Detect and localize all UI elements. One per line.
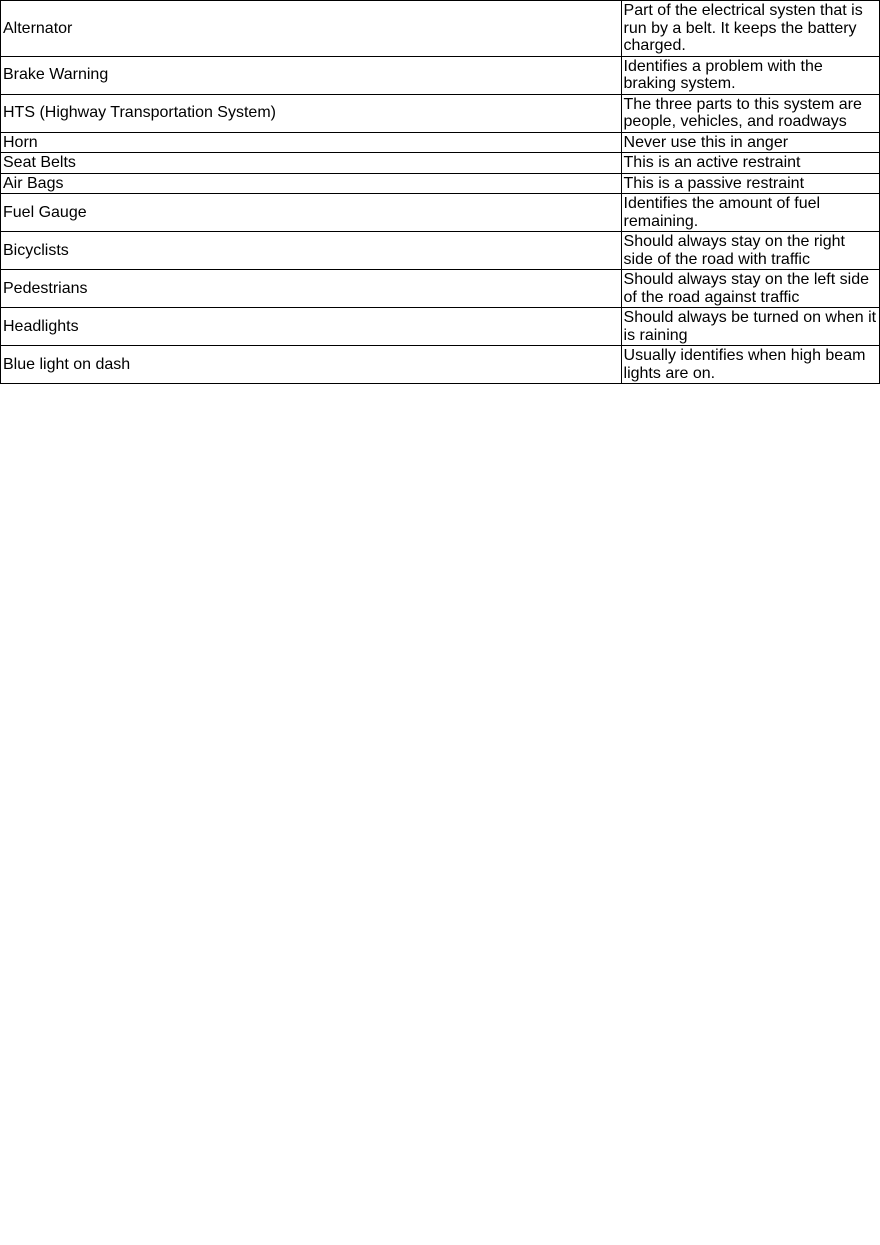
definition-cell: Identifies the amount of fuel remaining.	[621, 194, 879, 232]
definition-cell: This is an active restraint	[621, 153, 879, 174]
definition-cell: Never use this in anger	[621, 132, 879, 153]
term-cell: Air Bags	[1, 173, 622, 194]
table-row	[1, 346, 880, 384]
table-row	[1, 308, 880, 346]
term-cell: Alternator	[1, 1, 622, 57]
table-row	[1, 1, 880, 57]
term-cell: Horn	[1, 132, 622, 153]
table-row	[1, 270, 880, 308]
definition-cell: Identifies a problem with the braking system.	[621, 56, 879, 94]
table-row	[1, 232, 880, 270]
table-row	[1, 132, 880, 153]
table-row	[1, 56, 880, 94]
definition-cell: Part of the electrical systen that is run by a belt. It keeps the battery charged.	[621, 1, 879, 57]
term-cell: Pedestrians	[1, 270, 622, 308]
table-row	[1, 153, 880, 174]
term-cell: Blue light on dash	[1, 346, 622, 384]
definition-cell: Should always stay on the right side of the road with traffic	[621, 232, 879, 270]
definition-cell: Should always stay on the left side of the road against traffic	[621, 270, 879, 308]
term-cell: HTS (Highway Transportation System)	[1, 94, 622, 132]
term-cell: Headlights	[1, 308, 622, 346]
term-cell: Seat Belts	[1, 153, 622, 174]
definition-cell: This is a passive restraint	[621, 173, 879, 194]
table-row	[1, 173, 880, 194]
definition-cell: Usually identifies when high beam lights are on.	[621, 346, 879, 384]
term-cell: Bicyclists	[1, 232, 622, 270]
definition-cell: Should always be turned on when it is raining	[621, 308, 879, 346]
table-row	[1, 194, 880, 232]
term-cell: Fuel Gauge	[1, 194, 622, 232]
definition-cell: The three parts to this system are people, vehicles, and roadways	[621, 94, 879, 132]
term-cell: Brake Warning	[1, 56, 622, 94]
table-row	[1, 94, 880, 132]
flashcard-table	[0, 0, 880, 384]
